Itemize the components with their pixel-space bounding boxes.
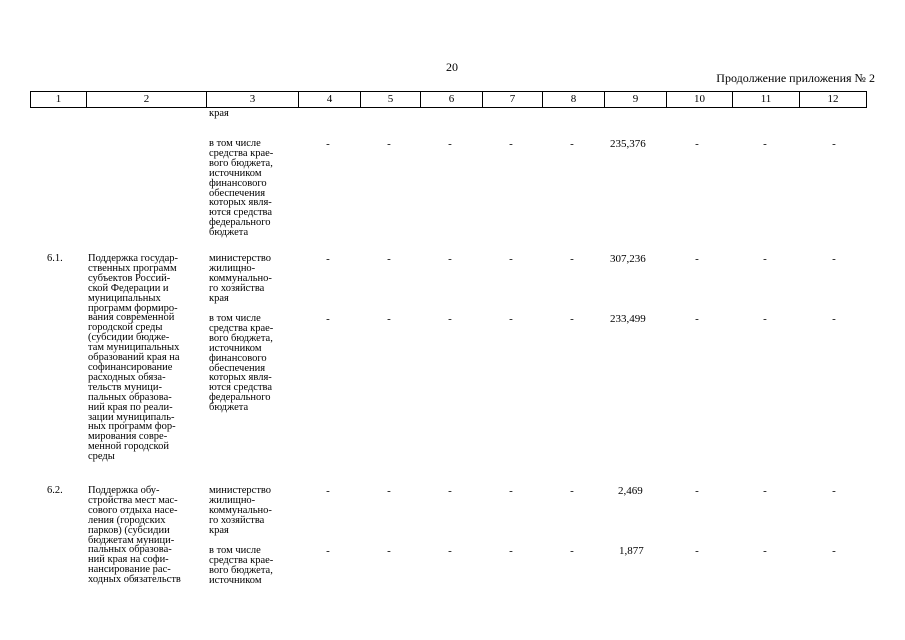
row62-name: Поддержка обу- стройства мест мас- сового отдыха насе- ления (городских парков) (субсидии бюджетам муници- пальных образова- ний края на софи- нансирование рас- ходных обязательств	[88, 485, 181, 586]
row62-sub-col10: -	[695, 545, 699, 557]
continuation-label: Продолжение приложения № 2	[716, 71, 875, 85]
block0-col8: -	[570, 138, 574, 150]
row61-name: Поддержка государ- ственных программ субъектов Россий- ской Федерации и муниципальных программ формиро- вания современной городской среды (субсидии бюдже- там муниципальных образований края на софинансирование расходных обяза- тельств муници- пальных образова- ний края по реали- зации муниципаль- ных программ фор- мирования совре- менной городской среды	[88, 253, 180, 463]
row62-col9: 2,469	[618, 485, 643, 497]
row62-col8: -	[570, 485, 574, 497]
row62-executor: министерство жилищно- коммунально- го хозяйства края	[209, 485, 272, 536]
block0-col9: 235,376	[610, 138, 646, 150]
row61-sub-col10: -	[695, 313, 699, 325]
block0-col12: -	[832, 138, 836, 150]
header-col-9: 9	[604, 92, 666, 107]
row62-sub-col9: 1,877	[619, 545, 644, 557]
row61-col7: -	[509, 253, 513, 265]
block0-col10: -	[695, 138, 699, 150]
row61-col4: -	[326, 253, 330, 265]
row61-number: 6.1.	[47, 253, 63, 264]
header-col-5: 5	[360, 92, 420, 107]
row62-sub-col8: -	[570, 545, 574, 557]
block0-col5: -	[387, 138, 391, 150]
header-col-2: 2	[86, 92, 206, 107]
row61-executor: министерство жилищно- коммунально- го хозяйства края	[209, 253, 272, 304]
row61-sub-col6: -	[448, 313, 452, 325]
row61-sub-col4: -	[326, 313, 330, 325]
row61-col6: -	[448, 253, 452, 265]
row62-number: 6.2.	[47, 485, 63, 496]
executor-tail: края	[209, 108, 229, 119]
block0-col7: -	[509, 138, 513, 150]
page-number: 20	[446, 60, 458, 74]
row62-col4: -	[326, 485, 330, 497]
row61-col12: -	[832, 253, 836, 265]
row62-sub-col5: -	[387, 545, 391, 557]
row62-sub-col12: -	[832, 545, 836, 557]
row61-sub-col7: -	[509, 313, 513, 325]
row61-sub-col12: -	[832, 313, 836, 325]
row61-sub-col9: 233,499	[610, 313, 646, 325]
row62-col10: -	[695, 485, 699, 497]
header-col-8: 8	[542, 92, 604, 107]
header-col-1: 1	[55, 93, 62, 105]
row61-sub-col8: -	[570, 313, 574, 325]
row61-col9: 307,236	[610, 253, 646, 265]
row61-col8: -	[570, 253, 574, 265]
table-header-row	[30, 91, 867, 108]
row61-sub-executor: в том числе средства крае- вого бюджета, источником финансового обеспечения которых явля- ются средства федерального бюджета	[209, 313, 274, 414]
row61-col5: -	[387, 253, 391, 265]
block0-sub-executor: в том числе средства крае- вого бюджета, источником финансового обеспечения которых явля- ются средства федерального бюджета	[209, 138, 274, 239]
row62-sub-col4: -	[326, 545, 330, 557]
row62-sub-executor: в том числе средства крае- вого бюджета, источником	[209, 545, 274, 586]
row61-col10: -	[695, 253, 699, 265]
header-col-6: 6	[420, 92, 482, 107]
row61-sub-col5: -	[387, 313, 391, 325]
row62-col11: -	[763, 485, 767, 497]
block0-col11: -	[763, 138, 767, 150]
header-col-11: 11	[732, 92, 799, 107]
header-col-7: 7	[482, 92, 542, 107]
header-col-4: 4	[298, 92, 360, 107]
header-col-10: 10	[666, 92, 732, 107]
row61-col11: -	[763, 253, 767, 265]
block0-col4: -	[326, 138, 330, 150]
row61-sub-col11: -	[763, 313, 767, 325]
header-col-3: 3	[206, 92, 298, 107]
header-col-12: 12	[799, 92, 866, 107]
row62-col6: -	[448, 485, 452, 497]
row62-col7: -	[509, 485, 513, 497]
row62-sub-col6: -	[448, 545, 452, 557]
row62-col12: -	[832, 485, 836, 497]
row62-sub-col11: -	[763, 545, 767, 557]
block0-col6: -	[448, 138, 452, 150]
row62-col5: -	[387, 485, 391, 497]
row62-sub-col7: -	[509, 545, 513, 557]
